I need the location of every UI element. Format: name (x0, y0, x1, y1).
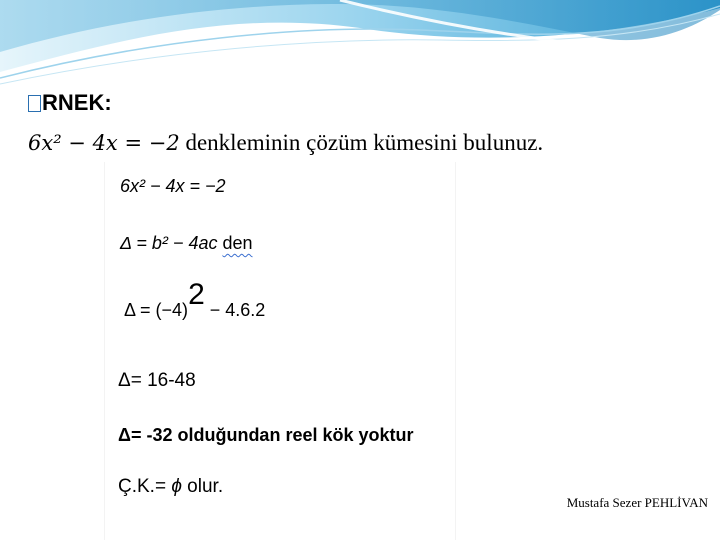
step-equation: 6x² − 4x = −2 (120, 176, 226, 196)
problem-equation: 6x² − 4x = −2 (28, 131, 180, 155)
den-word: den (222, 233, 253, 253)
step-solution-set: Ç.K.= ϕ olur. (118, 476, 224, 497)
step-conclusion: Δ= -32 olduğundan reel kök yoktur (118, 425, 414, 445)
header-wave-decoration (0, 0, 720, 95)
missing-glyph-box (28, 95, 41, 112)
step-substitution: Δ = (−4)2 − 4.6.2 (124, 278, 266, 320)
author-footer: Mustafa Sezer PEHLİVAN (566, 495, 708, 510)
problem-text: denkleminin çözüm kümesini bulunuz. (179, 130, 544, 155)
problem-statement (28, 130, 543, 156)
exponent: 2 (188, 278, 205, 311)
discriminant-formula: Δ = b² − 4ac (120, 233, 218, 253)
slide-title-text: RNEK: (42, 90, 112, 115)
step-compute: Δ= 16-48 (118, 370, 196, 391)
slide-title (28, 90, 112, 116)
step-discriminant-formula (120, 233, 253, 254)
empty-set-symbol: ϕ (171, 476, 182, 497)
